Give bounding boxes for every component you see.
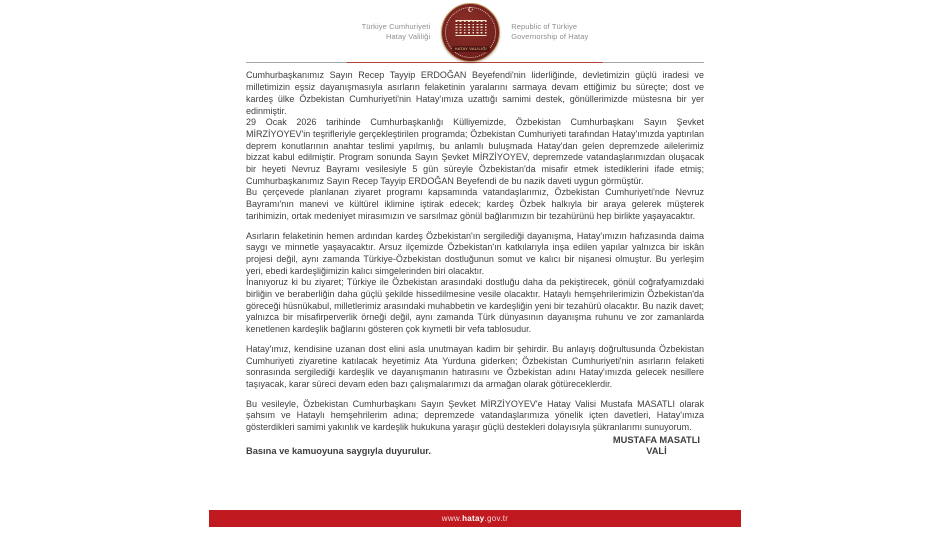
header-line-country-tr: Türkiye Cumhuriyeti [361, 22, 431, 31]
press-release-document [209, 0, 741, 534]
crescent-star-icon: ☪ [467, 6, 474, 14]
header-title-turkish [362, 22, 431, 42]
paragraph-5: İnanıyoruz ki bu ziyaret; Türkiye ile Özbekistan arasındaki dostluğu daha da pekiştirecek, gönül coğrafyamızdaki birliğin ve beraberliğin daha güçlü şekilde hissedilmesine vesile olacaktır. Hataylı hemşehrilerimizin Özbekistan'da göreceği hüsnükabul, milletlerimiz arasındaki muhabbetin ve kardeşliğin yeni bir tezahürü olacaktır. Bu nazik davet; yalnızca bir misafirperverlik örneği değil, aynı zamanda Türk dünyasının dayanışma ruhunu ve zor zamanlarda kenetlenen kardeşlik bağlarını gösteren çok kıymetli bir vefa tablosudur. [246, 277, 704, 335]
url-domain: hatay [462, 514, 485, 523]
paragraph-1: Cumhurbaşkanımız Sayın Recep Tayyip ERDOĞAN Beyefendi'nin liderliğinde, devletimizin güçlü iradesi ve milletimizin eşsiz dayanışmasıyla asırların felaketinin yaralarını sarmaya devam ettiğimiz bu süreçte; dost ve kardeş ülke Özbekistan Cumhuriyeti'nin Hatay'ımıza uzattığı samimi destek, gönüllerimizde müstesna bir yer edinmiştir. [246, 70, 704, 116]
government-building-icon [455, 20, 486, 36]
hatay-governorship-seal-icon [441, 3, 500, 62]
document-header [209, 0, 741, 62]
paragraph-7: Bu vesileyle, Özbekistan Cumhurbaşkanı Sayın Şevket MİRZİYOYEV'e Hatay Valisi Mustafa MASATLI olarak şahsım ve Hataylı hemşehrilerim adına; depremzede vatandaşlarımıza yönelik içten davetleri, Hatay'ımıza gösterdikleri samimi yakınlık ve kardeşlik hukukuna yaraşır güçlü destekleri dolayısıyla şükranlarımı sunuyorum. [246, 398, 704, 433]
header-line-governorship-tr: Hatay Valiliği [386, 32, 431, 41]
paragraph-3: Bu çerçevede planlanan ziyaret programı kapsamında vatandaşlarımız, Özbekistan Cumhuriyeti'nde Nevruz Bayramı'nın manevi ve kültürel iklimine iştirak edecek; kardeş Özbek halkıyla bir araya gelerek müşterek tarihimizin, ortak medeniyet mirasımızın ve sarsılmaz gönül bağlarımızın bir tezahürünü hep birlikte yaşayacaktır. [246, 187, 704, 221]
paragraph-2: 29 Ocak 2026 tarihinde Cumhurbaşkanlığı Külliyemizde, Özbekistan Cumhurbaşkanı Sayın Şevket MİRZİYOYEV'in teşrifleriyle gerçekleştirilen programda; Özbekistan Cumhuriyeti tarafından Hatay'ımızda yaptırılan deprem konutlarının anahtar teslimi yapılmış, bu anlamlı buluşmada Hatay'dan gelen depremzede ailelerimiz bizzat kabul edilmiştir. Program sonunda Sayın Şevket MİRZİYOYEV, depremzede vatandaşlarımızdan oluşacak bir heyeti Nevruz Bayramı vesilesiyle 5 gün süreyle Özbekistan'da misafir etmek istediklerini ifade etmiş; Cumhurbaşkanımız Sayın Recep Tayyip ERDOĞAN Beyefendi de bu nazik daveti uygun görmüştür. [246, 117, 704, 186]
url-suffix: .gov.tr [484, 514, 509, 523]
url-prefix: www. [441, 514, 463, 523]
closing-note: Basına ve kamuoyuna saygıyla duyurulur. [246, 446, 431, 457]
closing-and-signature-row [246, 435, 704, 458]
header-title-english [511, 22, 588, 42]
signature-name: MUSTAFA MASATLI [612, 434, 700, 445]
header-line-governorship-en: Governorship of Hatay [511, 32, 589, 41]
press-release-body [209, 63, 741, 457]
paragraph-6: Hatay'ımız, kendisine uzanan dost elini asla unutmayan kadim bir şehirdir. Bu anlayış doğrultusunda Özbekistan Cumhuriyeti ziyaretine katılacak heyetimiz Ata Yurduna giderken; Özbekistan Cumhuriyeti'nin asırların felaketi sonrasında sergilediği kardeşlik ve dayanışmanın hatırasını ve Özbekistan adını Hatay'ımızda gelecek nesillere taşıyacak, karar süreci devam eden bazı çalışmalarımızı da armağan olarak götüreceklerdir. [246, 343, 704, 389]
footer-bar [209, 510, 741, 527]
seal-banner-label: HATAY VALİLİĞİ [452, 46, 490, 52]
paragraph-4: Asırların felaketinin hemen ardından kardeş Özbekistan'ın sergilediği dayanışma, Hatay'ımızın hafızasında daima saygı ve minnetle yaşayacaktır. Arsuz ilçemizde Özbekistan'ın katkılarıyla inşa edilen yapılar yalnızca bir iskân projesi değil, aynı zamanda Türkiye-Özbekistan dostluğunun somut ve kalıcı bir nişanesi olmuştur. Bu yerleşim yeri, ebedi kardeşliğimizin kalıcı simgelerinden biri olacaktır. [246, 230, 704, 276]
website-url [442, 514, 508, 523]
signature-block [613, 435, 700, 458]
signature-title: VALİ [646, 446, 667, 457]
header-line-country-en: Republic of Türkiye [511, 22, 578, 31]
